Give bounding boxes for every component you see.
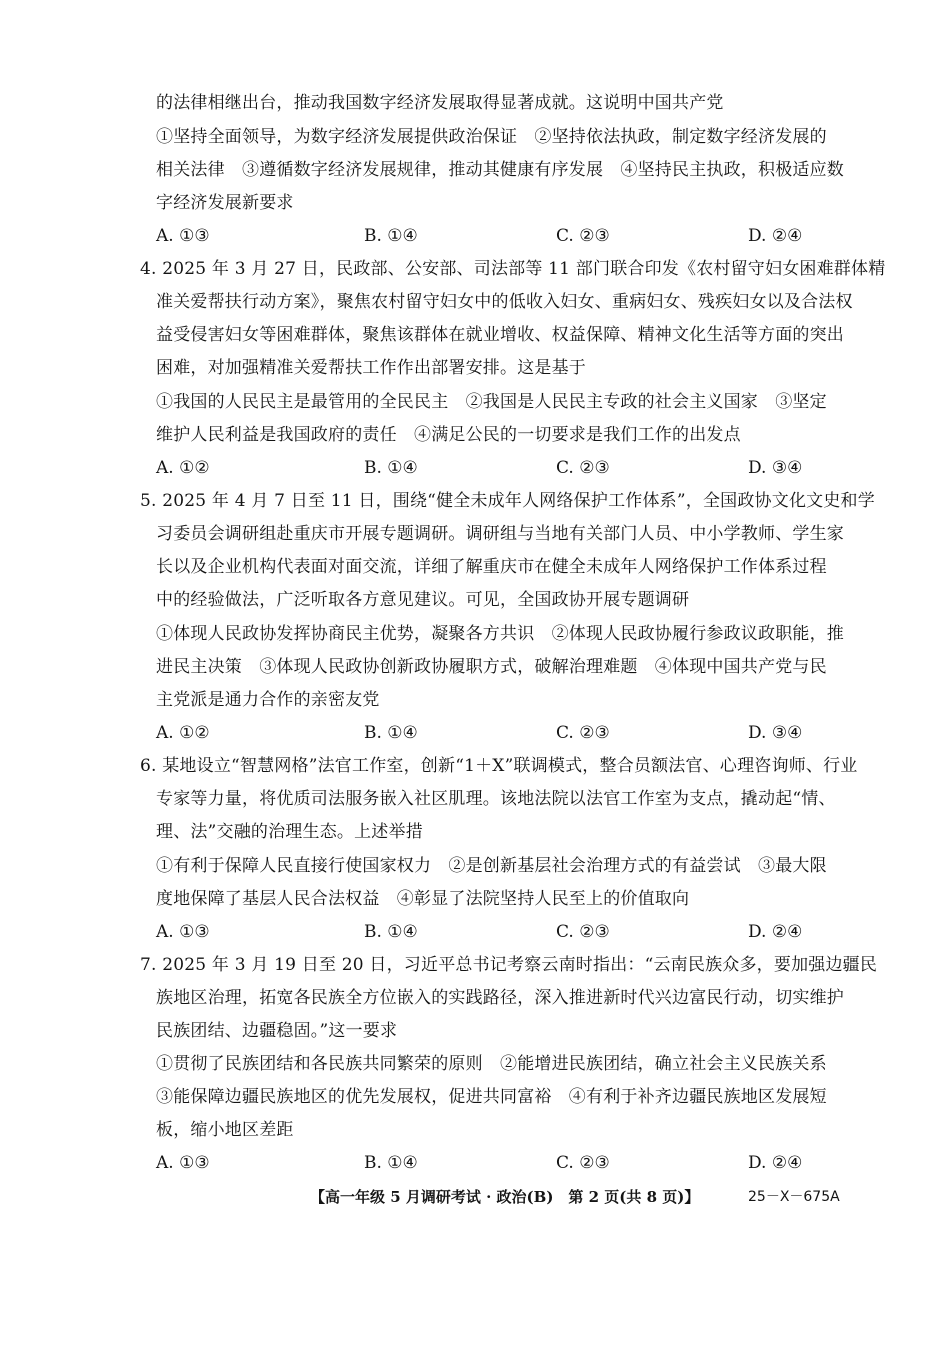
q5-statement-line: 主党派是通力合作的亲密友党 <box>156 690 380 710</box>
q3-statement-line: 字经济发展新要求 <box>156 193 294 213</box>
page-footer-title: 【高一年级 5 月调研考试 · 政治(B) 第 2 页(共 8 页)】 <box>310 1188 700 1206</box>
q6-option-a[interactable]: A. ①③ <box>156 922 210 942</box>
q5-statement-line: 进民主决策 ③体现人民政协创新政协履职方式，破解治理难题 ④体现中国共产党与民 <box>156 657 827 677</box>
q3-statement-line: ①坚持全面领导，为数字经济发展提供政治保证 ②坚持依法执政，制定数字经济发展的 <box>156 127 827 147</box>
q5-option-d[interactable]: D. ③④ <box>748 723 803 743</box>
q5-stem-line: 5. 2025 年 4 月 7 日至 11 日，围绕“健全未成年人网络保护工作体系”，全国政协文化文史和学 <box>140 491 875 511</box>
q6-statement-line: 度地保障了基层人民合法权益 ④彰显了法院坚持人民至上的价值取向 <box>156 889 690 909</box>
q5-stem-line: 长以及企业机构代表面对面交流，详细了解重庆市在健全未成年人网络保护工作体系过程 <box>156 557 827 577</box>
q6-stem-line: 6. 某地设立“智慧网格”法官工作室，创新“1＋X”联调模式，整合员额法官、心理咨询师、行业 <box>140 756 858 776</box>
q6-statement-line: ①有利于保障人民直接行使国家权力 ②是创新基层社会治理方式的有益尝试 ③最大限 <box>156 856 827 876</box>
q6-stem-line: 理、法”交融的治理生态。上述举措 <box>156 822 423 842</box>
q4-option-a[interactable]: A. ①② <box>156 458 210 478</box>
q5-stem-line: 习委员会调研组赴重庆市开展专题调研。调研组与当地有关部门人员、中小学教师、学生家 <box>156 524 844 544</box>
q5-option-b[interactable]: B. ①④ <box>364 723 418 743</box>
q7-statement-line: ①贯彻了民族团结和各民族共同繁荣的原则 ②能增进民族团结，确立社会主义民族关系 <box>156 1054 827 1074</box>
q3-option-c[interactable]: C. ②③ <box>556 226 610 246</box>
q4-statement-line: ①我国的人民民主是最管用的全民民主 ②我国是人民民主专政的社会主义国家 ③坚定 <box>156 392 827 412</box>
q4-stem-line: 益受侵害妇女等困难群体，聚焦该群体在就业增收、权益保障、精神文化生活等方面的突出 <box>156 325 844 345</box>
q7-stem-line: 民族团结、边疆稳固。”这一要求 <box>156 1021 398 1041</box>
q4-stem-line: 困难，对加强精准关爱帮扶工作作出部署安排。这是基于 <box>156 358 586 378</box>
q5-stem-line: 中的经验做法，广泛听取各方意见建议。可见，全国政协开展专题调研 <box>156 590 690 610</box>
q4-stem-line: 准关爱帮扶行动方案》，聚焦农村留守妇女中的低收入妇女、重病妇女、残疾妇女以及合法权 <box>156 292 853 312</box>
q4-option-c[interactable]: C. ②③ <box>556 458 610 478</box>
q6-option-d[interactable]: D. ②④ <box>748 922 803 942</box>
q5-option-a[interactable]: A. ①② <box>156 723 210 743</box>
q5-statement-line: ①体现人民政协发挥协商民主优势，凝聚各方共识 ②体现人民政协履行参政议政职能，推 <box>156 624 844 644</box>
q7-option-c[interactable]: C. ②③ <box>556 1153 610 1173</box>
q7-option-d[interactable]: D. ②④ <box>748 1153 803 1173</box>
q3-option-b[interactable]: B. ①④ <box>364 226 418 246</box>
q6-stem-line: 专家等力量，将优质司法服务嵌入社区肌理。该地法院以法官工作室为支点，撬动起“情、 <box>156 789 836 809</box>
q3-stem-line: 的法律相继出台，推动我国数字经济发展取得显著成就。这说明中国共产党 <box>156 93 724 113</box>
q5-option-c[interactable]: C. ②③ <box>556 723 610 743</box>
q6-option-b[interactable]: B. ①④ <box>364 922 418 942</box>
q7-statement-line: ③能保障边疆民族地区的优先发展权，促进共同富裕 ④有利于补齐边疆民族地区发展短 <box>156 1087 827 1107</box>
q3-option-a[interactable]: A. ①③ <box>156 226 210 246</box>
q7-stem-line: 族地区治理，拓宽各民族全方位嵌入的实践路径，深入推进新时代兴边富民行动，切实维护 <box>156 988 844 1008</box>
q4-statement-line: 维护人民利益是我国政府的责任 ④满足公民的一切要求是我们工作的出发点 <box>156 425 741 445</box>
q6-option-c[interactable]: C. ②③ <box>556 922 610 942</box>
q4-option-d[interactable]: D. ③④ <box>748 458 803 478</box>
q3-statement-line: 相关法律 ③遵循数字经济发展规律，推动其健康有序发展 ④坚持民主执政，积极适应数 <box>156 160 844 180</box>
q3-option-d[interactable]: D. ②④ <box>748 226 803 246</box>
q4-stem-line: 4. 2025 年 3 月 27 日，民政部、公安部、司法部等 11 部门联合印发《农村留守妇女困难群体精 <box>140 259 886 279</box>
q4-option-b[interactable]: B. ①④ <box>364 458 418 478</box>
page-footer-code: 25－X－675A <box>748 1189 840 1205</box>
q7-statement-line: 板，缩小地区差距 <box>156 1120 294 1140</box>
q7-option-a[interactable]: A. ①③ <box>156 1153 210 1173</box>
q7-option-b[interactable]: B. ①④ <box>364 1153 418 1173</box>
q7-stem-line: 7. 2025 年 3 月 19 日至 20 日，习近平总书记考察云南时指出：“云南民族众多，要加强边疆民 <box>140 955 878 975</box>
